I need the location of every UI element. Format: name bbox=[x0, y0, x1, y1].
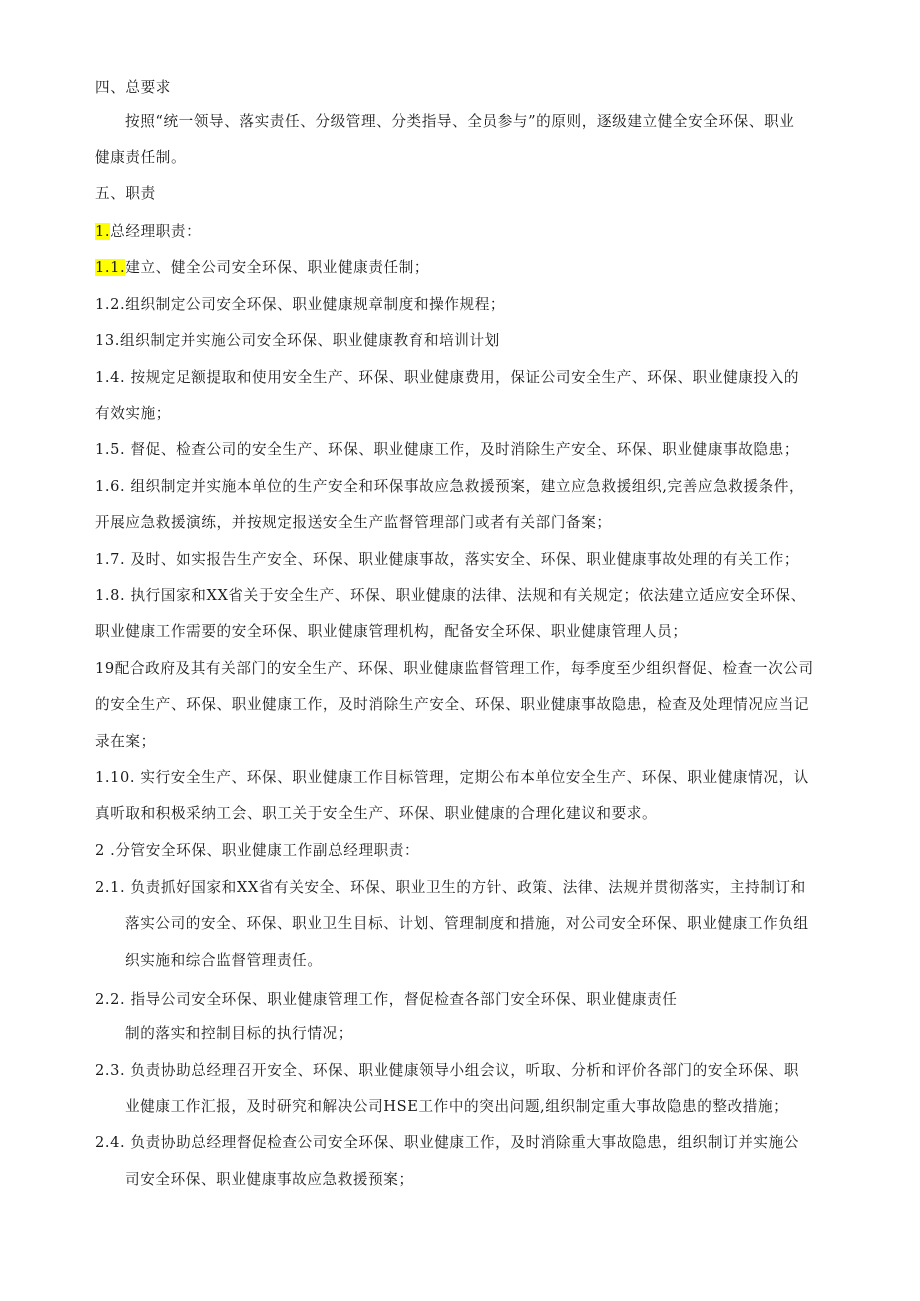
item-1-2: 1.2.组织制定公司安全环保、职业健康规章制度和操作规程； bbox=[95, 296, 506, 313]
item-2-4-line-2: 司安全环保、职业健康事故应急救援预案； bbox=[125, 1171, 414, 1188]
item-2-2-line-1: 2.2. 指导公司安全环保、职业健康管理工作，督促检查各部门安全环保、职业健康责任 bbox=[95, 991, 678, 1008]
item-2-1-line-1: 2.1. 负责抓好国家和XX省有关安全、环保、职业卫生的方针、政策、法律、法规并贯彻落实，主持制订和 bbox=[95, 879, 806, 896]
item-1-3: 13.组织制定并实施公司安全环保、职业健康教育和培训计划 bbox=[95, 332, 500, 349]
item-1-number-highlighted: 1. bbox=[95, 223, 111, 240]
item-1-6-line-2: 开展应急救援演练，并按规定报送安全生产监督管理部门或者有关部门备案； bbox=[95, 514, 612, 531]
item-1-4-line-2: 有效实施； bbox=[95, 405, 171, 422]
item-1-6-line-1: 1.6. 组织制定并实施本单位的生产安全和环保事故应急救援预案，建立应急救援组织,完善应急救援条件， bbox=[95, 478, 805, 495]
item-1-10-line-2: 真听取和积极采纳工会、职工关于安全生产、环保、职业健康的合理化建议和要求。 bbox=[95, 805, 658, 822]
section-4-heading: 四、总要求 bbox=[95, 79, 171, 96]
item-2-heading: 2 .分管安全环保、职业健康工作副总经理职责： bbox=[95, 842, 420, 859]
item-2-3-line-1: 2.3. 负责协助总经理召开安全、环保、职业健康领导小组会议，听取、分析和评价各部门的安全环保、职 bbox=[95, 1062, 800, 1079]
item-1-title: 总经理职责： bbox=[110, 223, 202, 240]
item-2-4-line-1: 2.4. 负责协助总经理督促检查公司安全环保、职业健康工作，及时消除重大事故隐患，组织制订并实施公 bbox=[95, 1134, 800, 1151]
section-4-paragraph-line-2: 健康责任制。 bbox=[95, 149, 187, 166]
item-1-7: 1.7. 及时、如实报告生产安全、环保、职业健康事故，落实安全、环保、职业健康事故处理的有关工作； bbox=[95, 551, 800, 568]
item-2-1-line-3: 织实施和综合监督管理责任。 bbox=[125, 952, 323, 969]
item-1-8-line-2: 职业健康工作需要的安全环保、职业健康管理机构，配备安全环保、职业健康管理人员； bbox=[95, 623, 688, 640]
item-1-9-line-2: 的安全生产、环保、职业健康工作，及时消除生产安全、环保、职业健康事故隐患，检查及处理情况应当记 bbox=[95, 696, 810, 713]
item-1-9-line-3: 录在案； bbox=[95, 733, 156, 750]
item-1-1-number-highlighted: 1.1. bbox=[95, 259, 126, 276]
item-1-1-text: 建立、健全公司安全环保、职业健康责任制； bbox=[125, 259, 430, 276]
item-2-3-line-2: 业健康工作汇报，及时研究和解决公司HSE工作中的突出问题,组织制定重大事故隐患的整改措施； bbox=[125, 1098, 789, 1115]
item-1-8-line-1: 1.8. 执行国家和XX省关于安全生产、环保、职业健康的法律、法规和有关规定；依法建立适应安全环保、 bbox=[95, 587, 806, 604]
item-2-1-line-2: 落实公司的安全、环保、职业卫生目标、计划、管理制度和措施，对公司安全环保、职业健康工作负组 bbox=[125, 915, 809, 932]
section-5-heading: 五、职责 bbox=[95, 185, 156, 202]
item-1-10-line-1: 1.10. 实行安全生产、环保、职业健康工作目标管理，定期公布本单位安全生产、环保、职业健康情况，认 bbox=[95, 769, 809, 786]
item-1-1 bbox=[95, 258, 429, 278]
item-1-4-line-1: 1.4. 按规定足额提取和使用安全生产、环保、职业健康费用，保证公司安全生产、环保、职业健康投入的 bbox=[95, 369, 800, 386]
item-1-9-line-1: 19配合政府及其有关部门的安全生产、环保、职业健康监督管理工作，每季度至少组织督促、检查一次公司 bbox=[95, 660, 814, 677]
item-1-heading bbox=[95, 222, 201, 242]
item-1-5: 1.5. 督促、检查公司的安全生产、环保、职业健康工作，及时消除生产安全、环保、职业健康事故隐患； bbox=[95, 441, 800, 458]
section-4-paragraph-line-1: 按照“统一领导、落实责任、分级管理、分类指导、全员参与”的原则，逐级建立健全安全环保、职业 bbox=[125, 113, 795, 130]
item-2-2-line-2: 制的落实和控制目标的执行情况； bbox=[125, 1025, 353, 1042]
